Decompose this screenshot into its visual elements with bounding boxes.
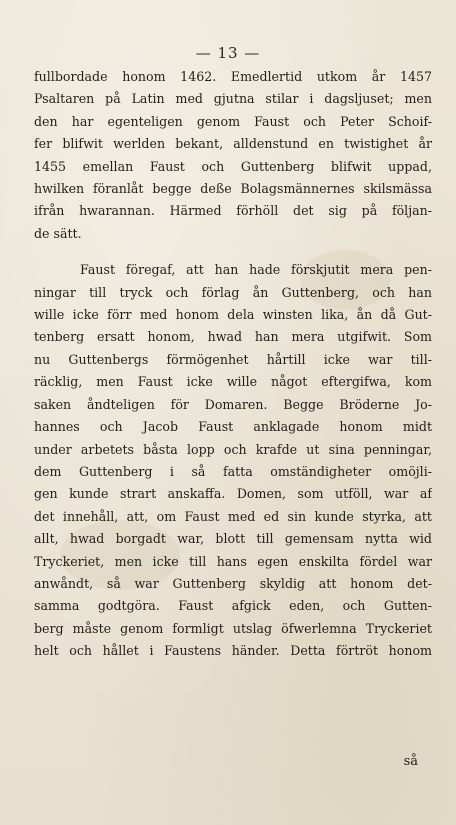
text-line: under arbetets båsta lopp och krafde ut sina penningar, — [34, 441, 432, 457]
text-line: Faust föregaf, att han hade förskjutit mera pen- — [80, 262, 432, 278]
text-line: Tryckeriet, men icke till hans egen enskilta fördel war — [34, 553, 432, 569]
text-line: räcklig, men Faust icke wille något eftergifwa, kom — [34, 374, 432, 390]
text-line: hannes och Jacob Faust anklagade honom midt — [34, 419, 432, 435]
text-line: tenberg ersatt honom, hwad han mera utgifwit. Som — [34, 329, 432, 345]
text-line: fer blifwit werlden bekant, alldenstund en twistighet år — [34, 136, 432, 152]
text-line: det innehåll, att, om Faust med ed sin kunde styrka, att — [34, 508, 432, 524]
text-line: ifrån hwarannan. Härmed förhöll det sig på följan- — [34, 203, 432, 219]
text-line: ningar till tryck och förlag ån Guttenberg, och han — [34, 284, 432, 300]
text-line: hwilken föranlåt begge deße Bolagsmännernes skilsmässa — [34, 181, 432, 197]
text-line: den har egenteligen genom Faust och Peter Schoif- — [34, 113, 432, 129]
page-body — [34, 66, 432, 663]
text-line: 1455 emellan Faust och Guttenberg blifwit uppad, — [34, 158, 432, 174]
text-line: wille icke förr med honom dela winsten lika, ån då Gut- — [34, 307, 432, 323]
catchword: så — [403, 754, 418, 769]
text-line: dem Guttenberg i så fatta omständigheter omöjli- — [34, 463, 432, 479]
text-line: helt och hållet i Faustens händer. Detta förtröt honom — [34, 643, 432, 659]
text-line: anwåndt, så war Guttenberg skyldig att honom det- — [34, 575, 432, 591]
text-line: berg måste genom formligt utslag öfwerlemna Tryckeriet — [34, 620, 432, 636]
text-line: nu Guttenbergs förmögenhet hårtill icke war till- — [34, 351, 432, 367]
page-number: — 13 — — [195, 44, 261, 62]
text-line: de sätt. — [34, 225, 82, 241]
text-line: saken åndteligen för Domaren. Begge Bröderne Jo- — [34, 396, 432, 412]
text-line: Psaltaren på Latin med gjutna stilar i dagsljuset; men — [34, 91, 432, 107]
paragraph-gap — [34, 245, 432, 259]
text-line: samma godtgöra. Faust afgick eden, och Gutten- — [34, 598, 432, 614]
text-line: gen kunde strart anskaffa. Domen, som utföll, war af — [34, 486, 432, 502]
text-line: allt, hwad borgadt war, blott till gemensam nytta wid — [34, 531, 432, 547]
text-line: fullbordade honom 1462. Emedlertid utkom år 1457 — [34, 69, 432, 84]
